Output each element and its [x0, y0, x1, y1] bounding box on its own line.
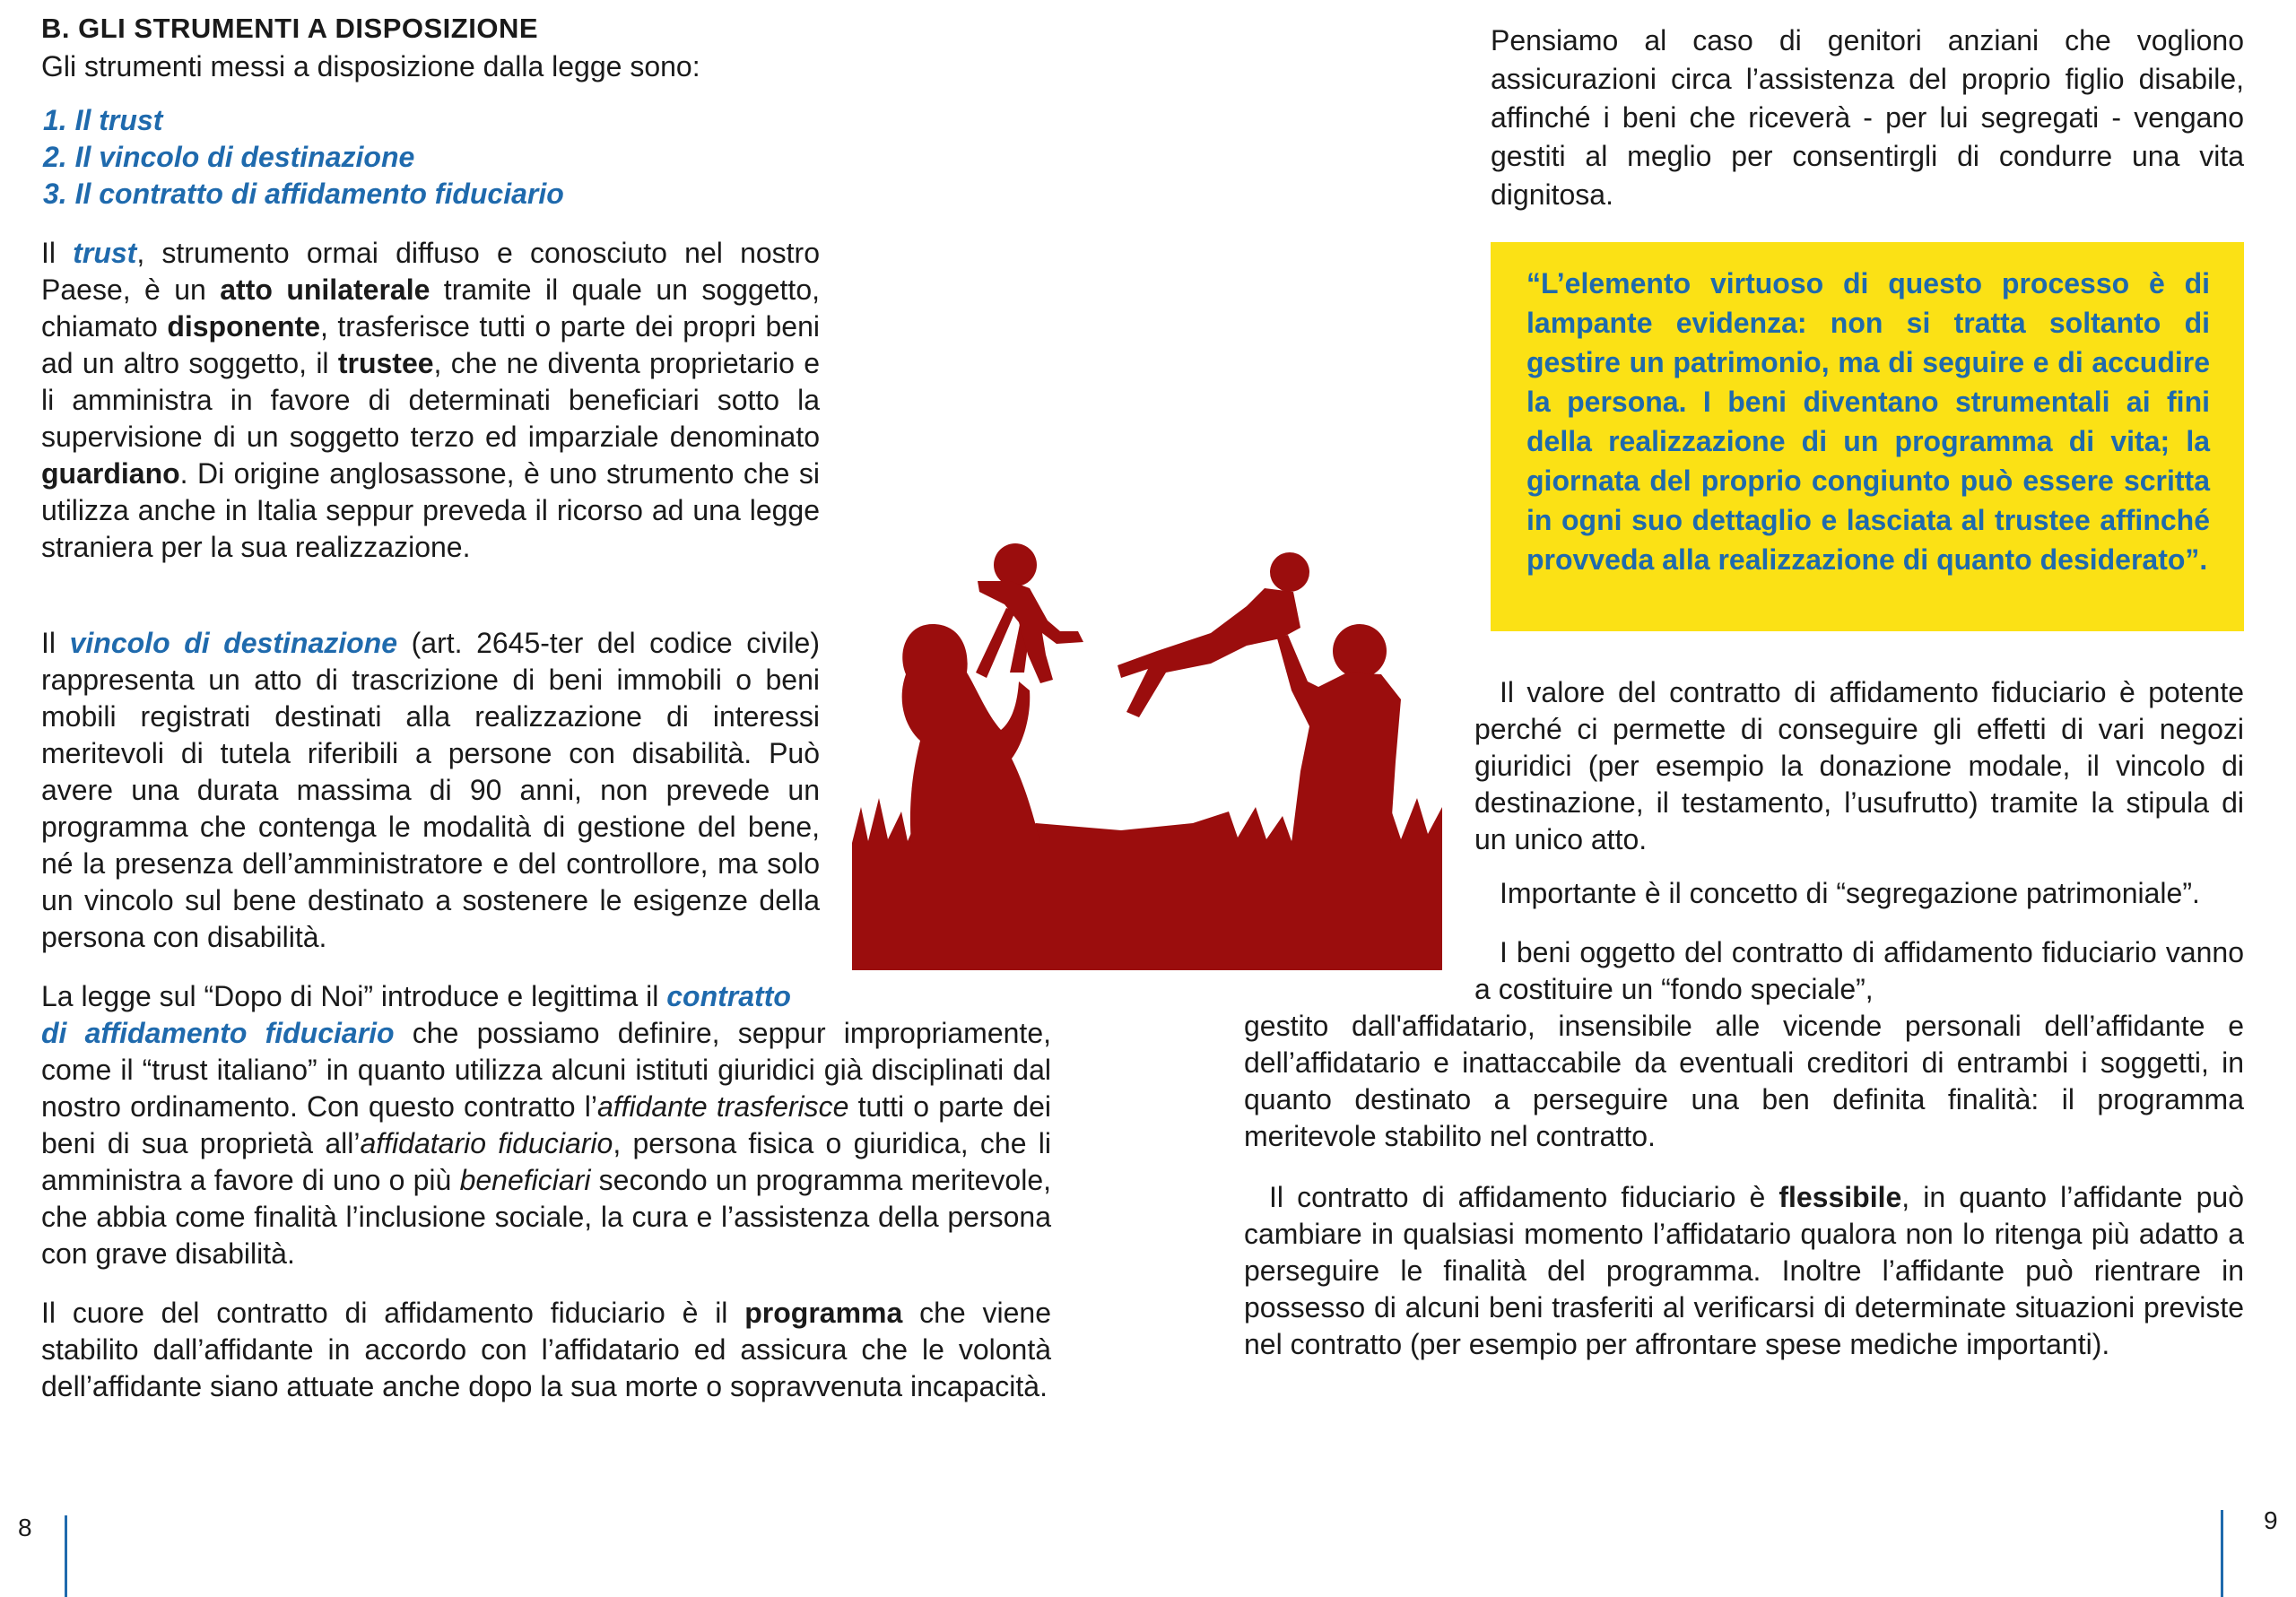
term-trust: trust: [73, 237, 137, 269]
page-rule-left: [65, 1515, 67, 1597]
cuore-paragraph: Il cuore del contratto di affidamento fiduciario è il programma che viene stabilito dall’affidante in accordo con l’affidatario ed assicura che le volontà dell’affidante siano attuate anche dopo la sua morte o sopravvenuta incapacità.: [41, 1297, 1052, 1402]
term-affidamento: di affidamento fiduciario: [41, 1017, 395, 1049]
term-flessibile: flessibile: [1779, 1181, 1902, 1213]
term-atto-unilaterale: atto unilaterale: [220, 273, 430, 306]
vincolo-paragraph: Il vincolo di destinazione (art. 2645-ter del codice civile) rappresenta un atto di trascrizione di beni immobili o beni mobili registrati destinati alla realizzazione di interessi meritevoli di tutela riferibili a persone con disabilità. Può avere una durata massima di 90 anni, non prevede un programma che contenga le modalità di gestione del bene, né la presenza dell’amministratore e del controllore, ma solo un vincolo sul bene destinato a sostenere le esigenze della persona con disabilità.: [41, 627, 821, 953]
legge-paragraph: La legge sul “Dopo di Noi” introduce e legittima il contratto di affidamento fiduciario che possiamo definire, seppur impropriamente, come il “trust italiano” in quanto utilizza alcuni istituti giuridici già disciplinati dal nostro ordinamento. Con questo contratto l’affidante trasferisce tutti o parte dei beni di sua proprietà all’affidatario fiduciario, persona fisica o giuridica, che li amministra a favore di uno o più beneficiari secondo un programma meritevole, che abbia come finalità l’inclusione sociale, la cura e l’assistenza della persona con grave disabilità.: [41, 980, 1052, 1270]
flessibile-paragraph: Il contratto di affidamento fiduciario è flessibile, in quanto l’affidante può cambiare in qualsiasi momento l’affidatario qualora non lo ritenga più adatto a perseguire le finalità del programma. Inoltre l’affidante può rientrare in possesso di alcuni beni trasferiti al verificarsi di determinate situazioni previste nel contratto (per esempio per affrontare spese mediche importanti).: [1244, 1181, 2245, 1360]
page-number-left: 8: [18, 1514, 32, 1541]
importante-paragraph: Importante è il concetto di “segregazione patrimoniale”.: [1500, 877, 2200, 909]
trust-paragraph: Il trust, strumento ormai diffuso e conosciuto nel nostro Paese, è un atto unilaterale tramite il quale un soggetto, chiamato disponente, trasferisce tutti o parte dei propri beni ad un altro soggetto, il trustee, che ne diventa proprietario e li amministra in favore di determinati beneficiari sotto la supervisione di un soggetto terzo ed imparziale denominato guardiano. Di origine anglosassone, è uno strumento che si utilizza anche in Italia seppur preveda il ricorso ad una legge straniera per la sua realizzazione.: [41, 237, 821, 563]
beni-paragraph-continued: gestito dall'affidatario, insensibile alle vicende personali dell’affidante e dell’affidatario e inattaccabile da eventuali creditori di entrambi i soggetti, in quanto destinato a perseguire una ben definita finalità: il programma meritevole stabilito nel contratto.: [1244, 1010, 2244, 1152]
list-item: 3. Il contratto di affidamento fiduciario: [43, 178, 564, 210]
quote-text: “L’elemento virtuoso di questo processo è di lampante evidenza: non si tratta soltanto di gestire un patrimonio, ma di seguire e di accudire la persona. I beni diventano strumentali ai fini della realizzazione di un programma di vita; la giornata del proprio congiunto può essere scritta in ogni suo dettaglio e lasciata al trustee affinché provveda alla realizzazione di quanto desiderato”.: [1526, 267, 2210, 576]
tools-list: [43, 102, 564, 213]
term-trustee: trustee: [337, 347, 434, 379]
valore-paragraph: Il valore del contratto di affidamento fiduciario è potente perché ci permette di conseguire gli effetti di vari negozi giuridici (per esempio la donazione modale, il vincolo di destinazione, il testamento, l’usufrutto) tramite la stipula di un unico atto.: [1474, 676, 2244, 855]
term-vincolo: vincolo di destinazione: [69, 627, 398, 659]
list-item: 2. Il vincolo di destinazione: [43, 141, 415, 173]
beni-paragraph-start: I beni oggetto del contratto di affidamento fiduciario vanno a costituire un “fondo speciale”,: [1474, 936, 2244, 1005]
page-number-right: 9: [2264, 1506, 2278, 1534]
term-affidatario: affidatario fiduciario: [360, 1127, 613, 1159]
list-item: 1. Il trust: [43, 104, 163, 136]
page-rule-right: [2221, 1510, 2223, 1597]
term-affidante: affidante trasferisce: [596, 1090, 849, 1123]
term-guardiano: guardiano: [41, 457, 180, 490]
term-beneficiari: beneficiari: [459, 1164, 591, 1196]
term-contratto: contratto: [666, 980, 791, 1012]
term-programma: programma: [744, 1297, 903, 1329]
section-heading: B. GLI STRUMENTI A DISPOSIZIONE: [41, 13, 539, 44]
family-silhouette-icon: [852, 538, 1442, 970]
term-disponente: disponente: [167, 310, 320, 343]
highlight-quote-box: [1491, 242, 2244, 631]
genitori-paragraph: Pensiamo al caso di genitori anziani che vogliono assicurazioni circa l’assistenza del proprio figlio disabile, affinché i beni che riceverà - per lui segregati - vengano gestiti al meglio per consentirgli di condurre una vita dignitosa.: [1491, 24, 2244, 211]
section-intro: Gli strumenti messi a disposizione dalla legge sono:: [41, 50, 700, 82]
